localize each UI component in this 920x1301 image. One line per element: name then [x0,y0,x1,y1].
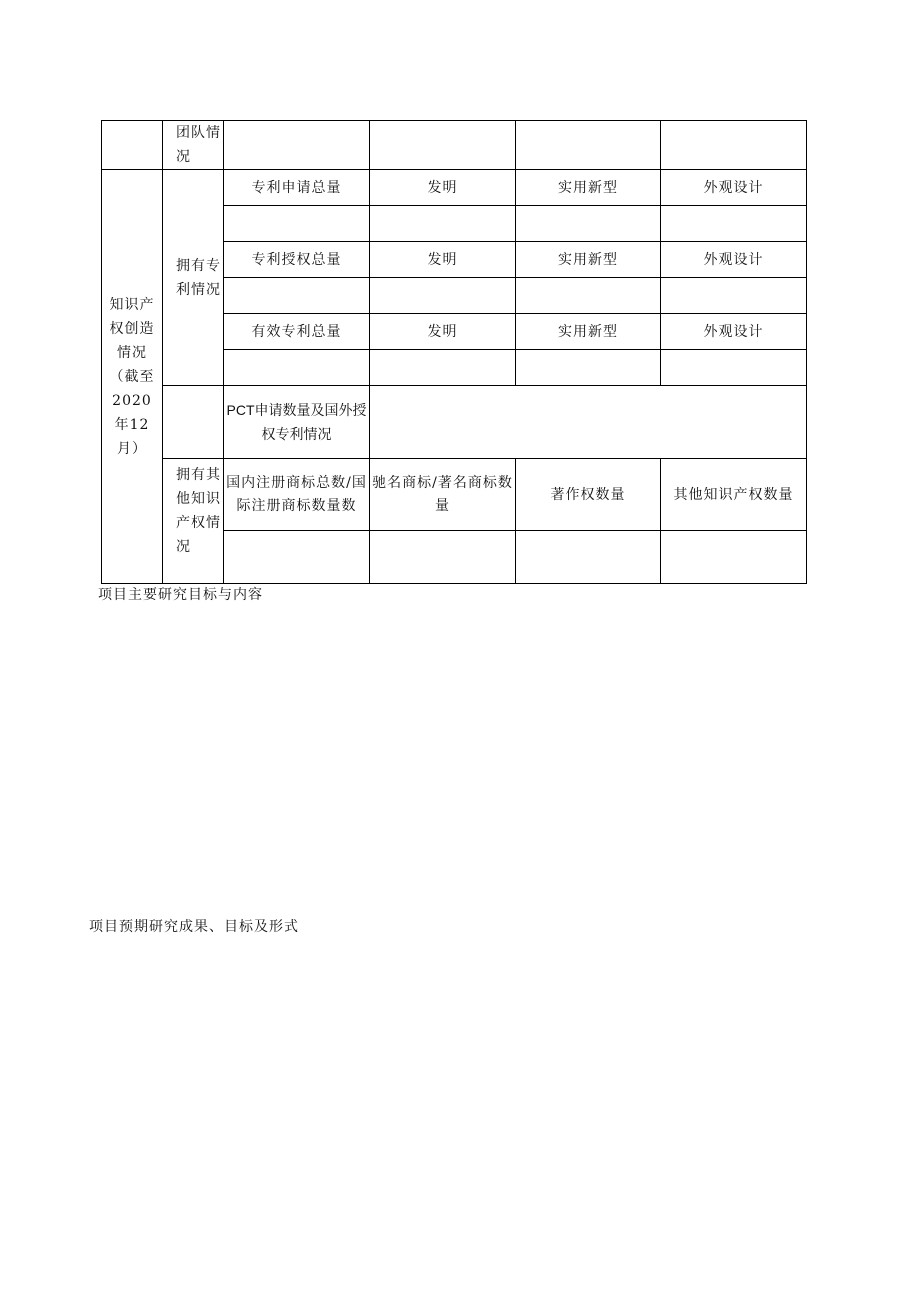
value-cell [370,278,516,314]
design-header: 外观设计 [661,314,807,350]
value-cell [516,531,661,584]
invention-header: 发明 [370,314,516,350]
design-header: 外观设计 [661,242,807,278]
table-row [102,386,807,459]
design-header: 外观设计 [661,170,807,206]
empty-cell [102,121,163,170]
value-cell [661,350,807,386]
ip-category-label: 知识产权创造情况（截至2020年12月） [102,170,163,584]
copyright-count-header: 著作权数量 [516,459,661,531]
value-cell [516,206,661,242]
ip-info-table [101,120,807,584]
patent-valid-total-header: 有效专利总量 [224,314,370,350]
value-cell [224,278,370,314]
team-cell [224,121,370,170]
other-ip-count-header: 其他知识产权数量 [661,459,807,531]
value-cell [661,278,807,314]
table-row [102,459,807,531]
utility-model-header: 实用新型 [516,242,661,278]
value-cell [516,350,661,386]
other-ip-group-label: 拥有其他知识产权情况 [163,459,224,584]
value-cell [516,278,661,314]
research-goals-heading: 项目主要研究目标与内容 [98,587,263,603]
team-cell [661,121,807,170]
value-cell [224,531,370,584]
utility-model-header: 实用新型 [516,170,661,206]
value-cell [224,350,370,386]
utility-model-header: 实用新型 [516,314,661,350]
team-cell [370,121,516,170]
pct-value-cell [370,386,807,459]
table-row [102,121,807,170]
team-label: 团队情况 [163,121,224,170]
value-cell [661,531,807,584]
pct-group-spacer [163,386,224,459]
value-cell [661,206,807,242]
famous-trademark-header: 驰名商标/著名商标数量 [370,459,516,531]
invention-header: 发明 [370,242,516,278]
value-cell [370,350,516,386]
value-cell [224,206,370,242]
pct-label: PCT申请数量及国外授权专利情况 [224,386,370,459]
team-cell [516,121,661,170]
patents-group-label: 拥有专利情况 [163,170,224,386]
expected-results-heading: 项目预期研究成果、目标及形式 [89,919,299,935]
patent-application-total-header: 专利申请总量 [224,170,370,206]
trademark-total-header: 国内注册商标总数/国际注册商标数量数 [224,459,370,531]
patent-grant-total-header: 专利授权总量 [224,242,370,278]
table-row [102,170,807,206]
value-cell [370,206,516,242]
invention-header: 发明 [370,170,516,206]
value-cell [370,531,516,584]
